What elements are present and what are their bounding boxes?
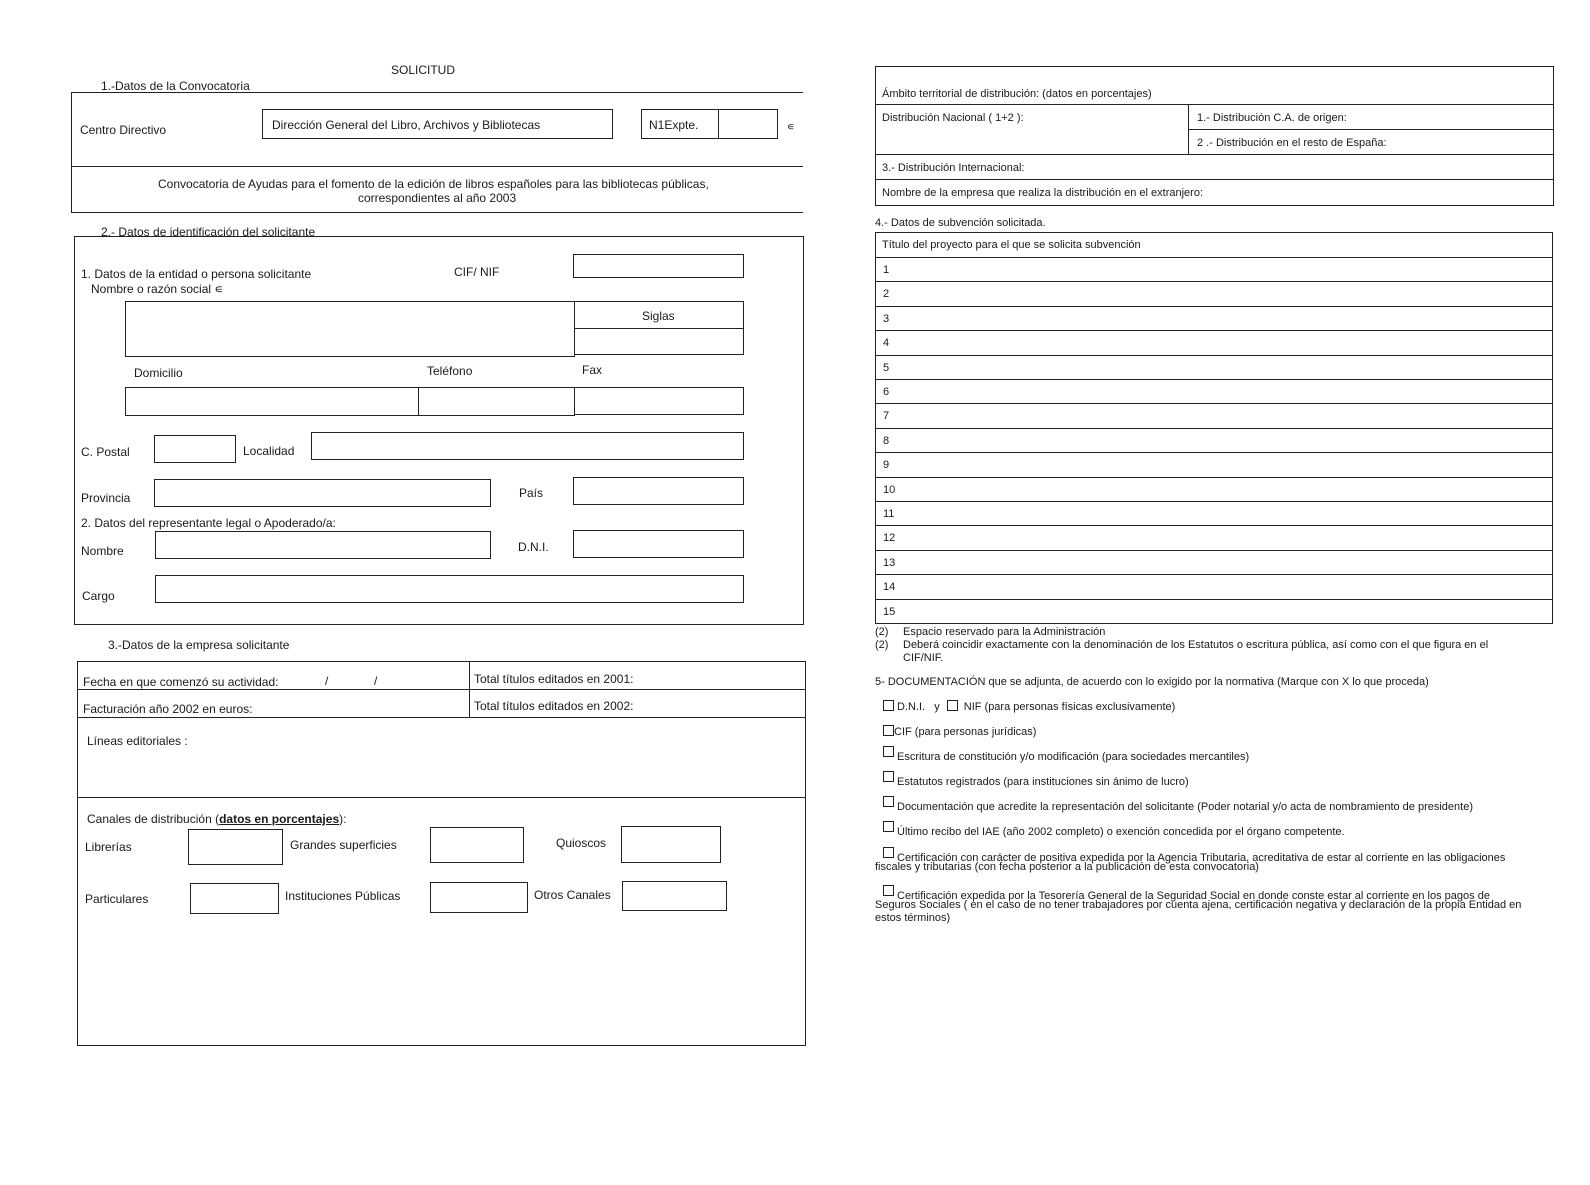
instituciones-publicas-label: Instituciones Públicas <box>285 889 401 903</box>
section-1-bottom-rule <box>71 212 803 213</box>
grandes-superficies-label: Grandes superficies <box>290 838 397 852</box>
representante-nombre-label: Nombre <box>81 544 124 558</box>
subvencion-row-input[interactable] <box>916 599 1546 623</box>
subvencion-table-header: Título del proyecto para el que se solicita subvención <box>882 239 1141 251</box>
siglas-input[interactable] <box>574 328 744 355</box>
fecha-slash-2: / <box>374 674 378 688</box>
note-1-text: Espacio reservado para la Administración <box>903 626 1106 638</box>
tributaria-checkbox[interactable] <box>883 847 894 858</box>
expediente-mark: ∊ <box>787 121 795 133</box>
cargo-input[interactable] <box>155 575 744 603</box>
cif-checkbox[interactable] <box>883 725 894 736</box>
grandes-superficies-input[interactable] <box>430 827 524 863</box>
provincia-input[interactable] <box>154 479 491 507</box>
doc-escritura-row <box>883 746 1249 763</box>
centro-directivo-field[interactable] <box>262 109 613 139</box>
doc-representacion-row <box>883 796 1473 813</box>
empresa-extranjero-label: Nombre de la empresa que realiza la distribución en el extranjero: <box>882 187 1204 199</box>
particulares-input[interactable] <box>190 883 279 914</box>
note-2-text: Deberá coincidir exactamente con la denominación de los Estatutos o escritura pública, así como con el que figura en el <box>903 639 1489 651</box>
section-1-title: 1.-Datos de la Convocatoria <box>101 79 250 93</box>
canales-suffix: ): <box>339 812 347 826</box>
subvencion-row-number: 1 <box>883 264 890 276</box>
subvencion-row-input[interactable] <box>916 574 1546 598</box>
distribucion-ca-origen-label: 1.- Distribución C.A. de origen: <box>1197 112 1347 124</box>
dni-checkbox-label: D.N.I. <box>897 701 926 713</box>
expediente-label: N1Expte. <box>649 118 699 132</box>
provincia-label: Provincia <box>81 491 131 505</box>
ambito-title: Ámbito territorial de distribución: (datos en porcentajes) <box>882 88 1152 100</box>
ambito-frame <box>875 66 1554 206</box>
canales-distribucion-label <box>87 812 346 826</box>
domicilio-label: Domicilio <box>134 366 183 380</box>
total-2001-label: Total títulos editados en 2001: <box>474 672 634 686</box>
lineas-editoriales-label: Líneas editoriales : <box>87 734 188 748</box>
pais-input[interactable] <box>573 477 744 505</box>
subvencion-row-number: 2 <box>883 288 890 301</box>
subvencion-row-input[interactable] <box>916 477 1546 501</box>
tributaria-checkbox-label: Certificación con carácter de positiva expedida por la Agencia Tributaria, acreditativa de estar al corriente en las obligaciones <box>897 852 1506 864</box>
centro-directivo-value: Dirección General del Libro, Archivos y Bibliotecas <box>272 118 541 132</box>
note-2-number: (2) <box>875 639 889 651</box>
fecha-slash-1: / <box>325 674 329 688</box>
doc-dni-nif-row <box>883 700 1175 713</box>
y-label: y <box>934 701 940 713</box>
nif-checkbox[interactable] <box>947 700 958 711</box>
tributaria-continued: fiscales y tributarias (con fecha posterior a la publicación de esta convocatoria) <box>875 861 1259 873</box>
section-1-top-rule <box>71 92 803 93</box>
section-1-mid-rule <box>71 166 803 167</box>
entidad-label: 1. Datos de la entidad o persona solicitante <box>81 267 312 281</box>
telefono-input[interactable] <box>418 387 575 416</box>
estatutos-checkbox[interactable] <box>883 771 894 782</box>
convocatoria-text-2: correspondientes al año 2003 <box>358 191 517 205</box>
codigo-postal-input[interactable] <box>154 435 236 463</box>
expediente-divider <box>718 110 719 138</box>
convocatoria-text-1: Convocatoria de Ayudas para el fomento de la edición de libros españoles para las bibliotecas públicas, <box>158 177 709 191</box>
dni-label: D.N.I. <box>518 540 549 554</box>
seguridad-social-checkbox[interactable] <box>883 885 894 896</box>
fax-input[interactable] <box>574 387 744 415</box>
subvencion-row-number: 11 <box>883 508 895 520</box>
ambito-rule-1 <box>875 104 1554 105</box>
subvencion-row-input[interactable] <box>916 428 1546 452</box>
nif-checkbox-label: NIF (para personas físicas exclusivamente) <box>963 701 1176 713</box>
page-title: SOLICITUD <box>391 63 456 77</box>
localidad-input[interactable] <box>311 432 744 460</box>
distribucion-resto-espana-label: 2 .- Distribución en el resto de España: <box>1197 137 1387 149</box>
quioscos-input[interactable] <box>621 826 721 863</box>
quioscos-label: Quioscos <box>556 836 607 850</box>
otros-canales-label: Otros Canales <box>534 888 611 902</box>
ambito-rule-2 <box>875 154 1554 155</box>
centro-directivo-label: Centro Directivo <box>80 123 167 137</box>
cif-checkbox-label: CIF (para personas jurídicas) <box>894 726 1037 738</box>
subvencion-row-input[interactable] <box>916 355 1546 379</box>
ambito-rule-3 <box>875 179 1554 180</box>
section-3-row-rule-2 <box>77 717 806 718</box>
note-2-text-continued: CIF/NIF. <box>903 652 944 664</box>
fecha-actividad-label: Fecha en que comenzó su actividad: <box>83 675 279 689</box>
subvencion-row-number: 5 <box>883 361 890 374</box>
dni-checkbox[interactable] <box>883 700 894 711</box>
fax-label: Fax <box>582 363 603 377</box>
siglas-header <box>574 301 744 329</box>
section-3-col-rule <box>469 661 470 717</box>
ambito-col-rule <box>1188 104 1189 154</box>
subvencion-row-input[interactable] <box>916 501 1546 525</box>
escritura-checkbox[interactable] <box>883 746 894 757</box>
domicilio-input[interactable] <box>125 387 419 416</box>
subvencion-row-number: 6 <box>883 386 890 398</box>
subvencion-row-input[interactable] <box>916 525 1546 549</box>
note-1-number: (2) <box>875 626 889 638</box>
iae-checkbox-label: Último recibo del IAE (año 2002 completo) o exención concedida por el órgano competente. <box>897 826 1345 838</box>
siglas-label: Siglas <box>642 309 675 323</box>
subvencion-row-number: 14 <box>883 581 896 594</box>
subvencion-row-input[interactable] <box>916 330 1546 354</box>
subvencion-row-input[interactable] <box>916 452 1546 476</box>
section-3-row-rule-3 <box>77 797 806 798</box>
expediente-field[interactable] <box>641 109 778 139</box>
seguridad-social-continued-1: Seguros Sociales ( en el caso de no tener trabajadores por cuenta ajena, certificación negativa y declaración de la propia Entidad en <box>875 899 1522 911</box>
subvencion-row-number: 12 <box>883 532 896 545</box>
canales-underline: datos en porcentajes <box>219 812 340 826</box>
doc-estatutos-row <box>883 771 1189 788</box>
representante-nombre-input[interactable] <box>155 531 491 559</box>
subvencion-row-number: 7 <box>883 410 890 423</box>
estatutos-checkbox-label: Estatutos registrados (para instituciones sin ánimo de lucro) <box>897 776 1189 788</box>
iae-checkbox[interactable] <box>883 821 894 832</box>
subvencion-row-number: 10 <box>883 483 896 496</box>
representante-label: 2. Datos del representante legal o Apoderado/a: <box>81 516 336 530</box>
nombre-razon-label: Nombre o razón social ∊ <box>91 282 223 296</box>
cif-nif-label: CIF/ NIF <box>454 265 500 279</box>
subvencion-row-number: 13 <box>883 556 896 569</box>
localidad-label: Localidad <box>243 444 295 458</box>
total-2002-label: Total títulos editados en 2002: <box>474 699 634 713</box>
particulares-label: Particulares <box>85 892 149 906</box>
seguridad-social-continued-2: estos términos) <box>875 912 951 924</box>
section-3-row-rule-1 <box>77 689 806 690</box>
cif-nif-input[interactable] <box>573 254 744 278</box>
librerias-input[interactable] <box>188 829 283 865</box>
ambito-rule-sub <box>1188 129 1554 130</box>
section-4-title: 4.- Datos de subvención solicitada. <box>875 217 1046 229</box>
subvencion-row-number: 9 <box>883 459 890 472</box>
subvencion-row-input[interactable] <box>916 403 1546 427</box>
representacion-checkbox-label: Documentación que acredite la representación del solicitante (Poder notarial y/o acta de nombramiento de presidente) <box>897 801 1474 813</box>
librerias-label: Librerías <box>85 840 132 854</box>
section-2-title: 2.- Datos de identificación del solicitante <box>101 225 316 239</box>
section-5-title: 5- DOCUMENTACIÓN que se adjunta, de acuerdo con lo exigido por la normativa (Marque con X lo que proceda) <box>875 676 1429 688</box>
otros-canales-input[interactable] <box>622 881 727 911</box>
instituciones-publicas-input[interactable] <box>430 882 528 913</box>
subvencion-row-number: 8 <box>883 434 890 447</box>
subvencion-row-input[interactable] <box>916 550 1546 574</box>
telefono-label: Teléfono <box>427 364 473 378</box>
subvencion-table <box>875 232 1553 624</box>
subvencion-row-input[interactable] <box>916 306 1546 330</box>
cargo-label: Cargo <box>82 589 115 603</box>
subvencion-row-input[interactable] <box>916 257 1546 281</box>
seguridad-social-checkbox-label: Certificación expedida por la Tesorería General de la Seguridad Social en donde conste estar al corriente en los pagos de <box>897 890 1490 902</box>
subvencion-row-number: 3 <box>883 312 890 325</box>
pais-label: País <box>519 486 544 500</box>
doc-iae-row <box>883 821 1345 838</box>
distribucion-nacional-label: Distribución Nacional ( 1+2 ): <box>882 112 1024 124</box>
subvencion-row-number: 15 <box>883 605 896 618</box>
subvencion-row-input[interactable] <box>916 379 1546 403</box>
section-1-left-rule <box>71 92 72 212</box>
subvencion-row-number: 4 <box>883 337 890 350</box>
section-3-title: 3.-Datos de la empresa solicitante <box>108 638 290 652</box>
subvencion-row-input[interactable] <box>916 281 1546 305</box>
doc-cif-row <box>883 725 1036 738</box>
dni-input[interactable] <box>573 530 744 558</box>
codigo-postal-label: C. Postal <box>81 445 130 459</box>
distribucion-internacional-label: 3.- Distribución Internacional: <box>882 162 1025 174</box>
facturacion-label: Facturación año 2002 en euros: <box>83 702 253 716</box>
canales-prefix: Canales de distribución ( <box>87 812 220 826</box>
razon-social-input[interactable] <box>125 301 575 357</box>
escritura-checkbox-label: Escritura de constitución y/o modificación (para sociedades mercantiles) <box>897 751 1250 763</box>
representacion-checkbox[interactable] <box>883 796 894 807</box>
